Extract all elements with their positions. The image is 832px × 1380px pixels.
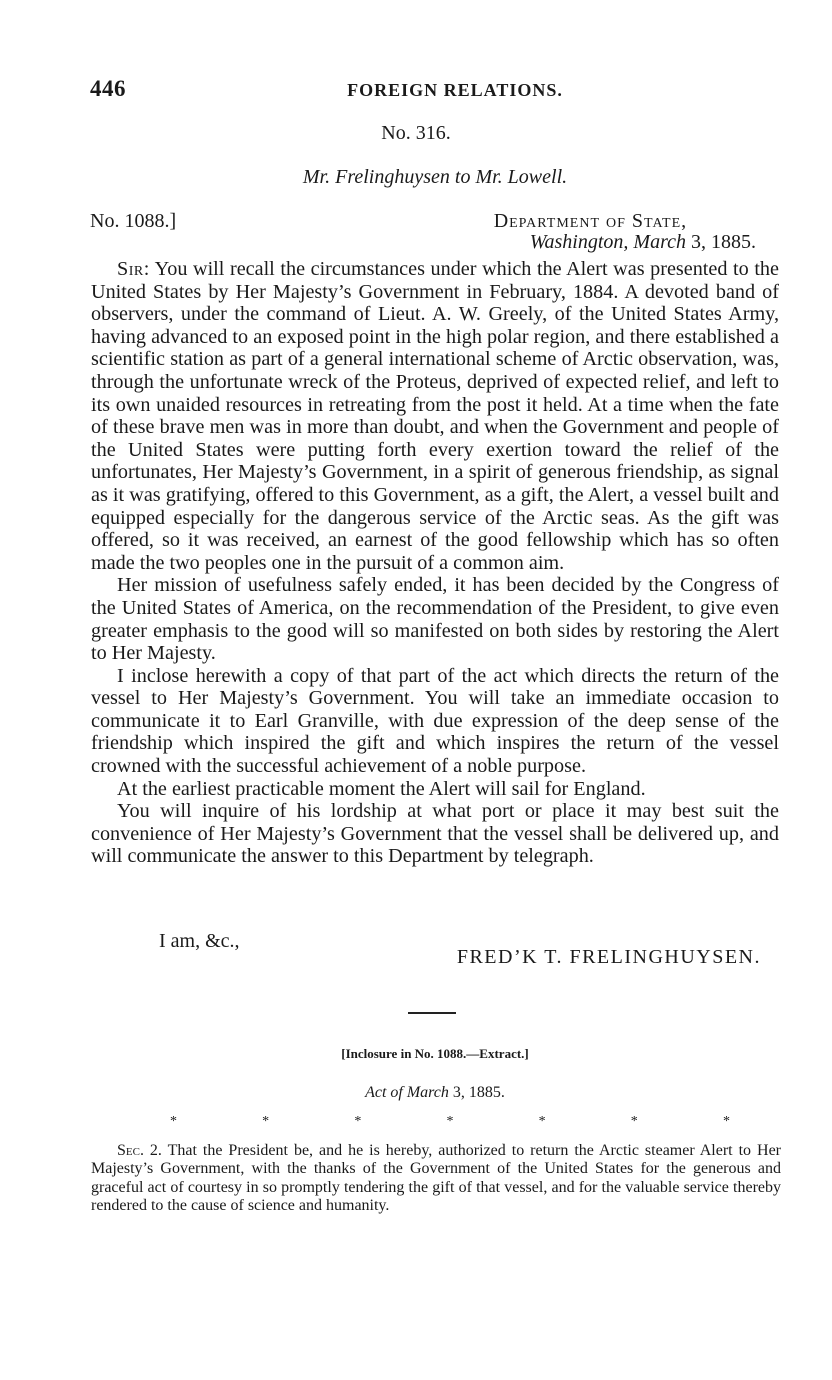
complimentary-close: I am, &c., bbox=[159, 930, 240, 952]
star-mark: * bbox=[262, 1114, 270, 1129]
letter-closing bbox=[91, 930, 779, 980]
star-mark: * bbox=[538, 1114, 546, 1129]
section-divider bbox=[408, 1012, 456, 1014]
page-number: 446 bbox=[90, 76, 126, 101]
section-text: That the President be, and he is hereby, authorized to return the Arctic steamer Alert to Her Majesty’s Government, with the thanks of the Government of the United States for the generous and graceful act of courtesy in so promptly tendering the gift of that vessel, and for the valuable service thereby rendered to the cause of science and humanity. bbox=[91, 1142, 781, 1215]
star-mark: * bbox=[446, 1114, 454, 1129]
salutation: Sir: bbox=[117, 258, 150, 280]
letter-paragraph: Her mission of usefulness safely ended, it has been decided by the Congress of the United States of America, on the recommendation of the President, to give even greater emphasis to the good will so manifested on both sides by restoring the Alert to Her Majesty. bbox=[91, 574, 779, 665]
act-title-date: 3, 1885. bbox=[448, 1084, 505, 1101]
star-mark: * bbox=[722, 1114, 730, 1129]
running-head: FOREIGN RELATIONS. bbox=[347, 80, 563, 100]
paragraph-text: You will recall the circumstances under which the Alert was presented to the United States by Her Majesty’s Government in February, 1884. A devoted band of observers, under the command of Lieut. A. W. Greely, of the United States Army, having advanced to an exposed point in the high polar region, and there established a scientific station as part of a general international scheme of Arctic observation, was, through the unfortunate wreck of the Proteus, deprived of expected relief, and left to its own unaided resources in retreating from the post it held. At a time when the fate of these brave men was in more than doubt, and when the Government and people of the United States were putting forth every exertion toward the relief of the unfortunates, Her Majesty’s Government, in a spirit of generous friendship, as signal as it was gratifying, offered to this Government, as a gift, the Alert, a vessel built and equipped especially for the dangerous service of the Arctic seas. As the gift was offered, so it was received, an earnest of the good fellowship which has so often made the two peoples one in the pursuit of a common aim. bbox=[91, 258, 779, 574]
letter-body bbox=[91, 258, 779, 868]
dateline bbox=[530, 231, 756, 254]
letter-paragraph bbox=[91, 258, 779, 574]
letter-paragraph: I inclose herewith a copy of that part of the act which directs the return of the vessel to Her Majesty’s Government. You will take an immediate occasion to communicate it to Earl Granville, with due expression of the deep sense of the friendship which inspired the gift and which inspires the return of the vessel crowned with the successful achievement of a noble purpose. bbox=[91, 664, 779, 778]
star-mark: * bbox=[170, 1114, 177, 1129]
act-title bbox=[0, 1084, 832, 1102]
section-label: Sec. 2. bbox=[117, 1142, 162, 1159]
act-title-italic: Act of March bbox=[365, 1084, 449, 1101]
star-mark: * bbox=[354, 1114, 362, 1129]
dateline-date: 3, 1885. bbox=[686, 231, 756, 253]
letter-paragraph: At the earliest practicable moment the Alert will sail for England. bbox=[117, 777, 646, 800]
letter-paragraph: You will inquire of his lordship at what port or place it may best suit the convenience of Her Majesty’s Government that the vessel shall be delivered up, and will communicate the answer to this Department by telegraph. bbox=[91, 800, 779, 868]
inclosure-heading: [Inclosure in No. 1088.—Extract.] bbox=[341, 1046, 529, 1061]
sender-address bbox=[494, 210, 756, 254]
dateline-place: Washington, March bbox=[529, 231, 686, 253]
ellipsis-stars bbox=[170, 1114, 730, 1130]
signature: FRED’K T. FRELINGHUYSEN. bbox=[456, 946, 761, 968]
despatch-number: No. 1088.] bbox=[90, 210, 177, 232]
document-number: No. 316. bbox=[381, 122, 451, 144]
reference-line bbox=[90, 210, 780, 260]
page-header bbox=[90, 76, 780, 106]
correspondents-heading: Mr. Frelinghuysen to Mr. Lowell. bbox=[302, 166, 568, 188]
department-name: Department of State, bbox=[493, 210, 688, 232]
act-section bbox=[91, 1142, 781, 1216]
star-mark: * bbox=[630, 1114, 638, 1129]
